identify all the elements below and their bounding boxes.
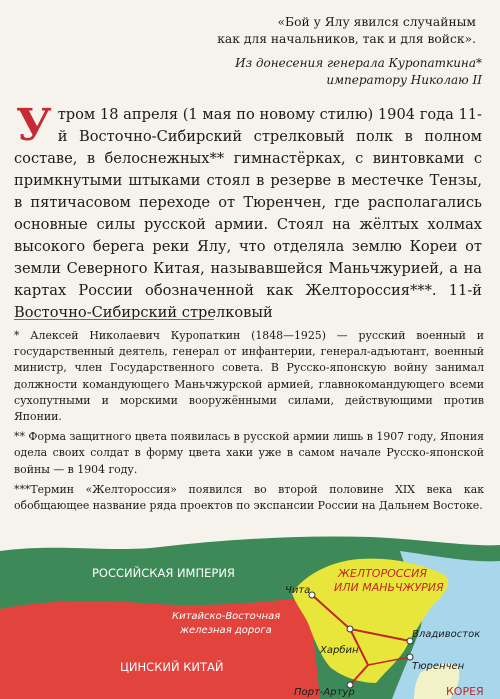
label-city-chita: Чита — [285, 585, 311, 596]
map — [0, 533, 500, 699]
label-railway-1: Китайско-Восточная — [172, 611, 281, 622]
label-city-harbin: Харбин — [320, 645, 359, 656]
city-harbin-marker — [347, 626, 353, 632]
footnotes — [14, 328, 484, 518]
label-korea: КОРЕЯ — [446, 685, 484, 698]
main-text — [14, 100, 482, 324]
label-zheltorossia-1: ЖЕЛТОРОССИЯ — [338, 567, 427, 580]
label-russian-empire: РОССИЙСКАЯ ИМПЕРИЯ — [92, 566, 235, 580]
label-city-vladivostok: Владивосток — [412, 629, 481, 640]
footnote-1: * Алексей Николаевич Куропаткин (1848—1925) — русский военный и государственный деятель, генерал от инфантерии, генерал-адъютант, военный министр, член Государственного совета. В Русско-японскую войну занимал должности командующего Маньчжурской армией, главнокомандующего всеми сухопутными и морскими вооружёнными силами, действующими против Японии. — [14, 329, 484, 424]
label-qing-china: ЦИНСКИЙ КИТАЙ — [120, 660, 224, 674]
city-tyurenchen-marker — [407, 654, 413, 660]
epigraph-quote-line-2: как для начальников, так и для войск». — [217, 32, 476, 46]
map-svg — [0, 533, 500, 699]
footnote-2: ** Форма защитного цвета появилась в русской армии лишь в 1907 году, Япония одела своих солдат в форму цвета хаки уже в самом начале Русско-японской войны — в 1904 году. — [14, 430, 484, 476]
label-city-tyurenchen: Тюренчен — [412, 661, 465, 672]
footnote-divider — [14, 319, 214, 320]
footnote-3: ***Термин «Желтороссия» появился во второй половине XIX века как обобщающее название ряда проектов по экспансии России на Дальнем Востоке. — [14, 482, 484, 513]
epigraph — [176, 14, 482, 89]
label-railway-2: железная дорога — [180, 625, 272, 636]
epigraph-quote-line-1: «Бой у Ялу явился случайным — [277, 15, 476, 29]
label-city-port-arthur: Порт-Артур — [294, 687, 355, 698]
epigraph-source: Из донесения генерала Куропаткина* императору Николаю II — [235, 56, 482, 87]
dropcap: У — [16, 100, 52, 151]
main-paragraph: тром 18 апреля (1 мая по новому стилю) 1904 года 11-й Восточно-Сибирский стрелковый полк в полном составе, в белоснежных** гимнастёрках, с винтовками с примкнутыми штыками стоял в резерве в местечке Тензы, в пятичасовом переходе от Тюренчен, где располагались основные силы русской армии. Стоял на жёлтых холмах высокого берега реки Ялу, что отделяла землю Кореи от земли Северного Китая, называвшейся Маньчжурией, а на картах России обозначенной как Желтороссия***. 11-й Восточно-Сибирский стрелковый — [14, 106, 482, 321]
label-zheltorossia-2: ИЛИ МАНЬЧЖУРИЯ — [334, 581, 444, 594]
